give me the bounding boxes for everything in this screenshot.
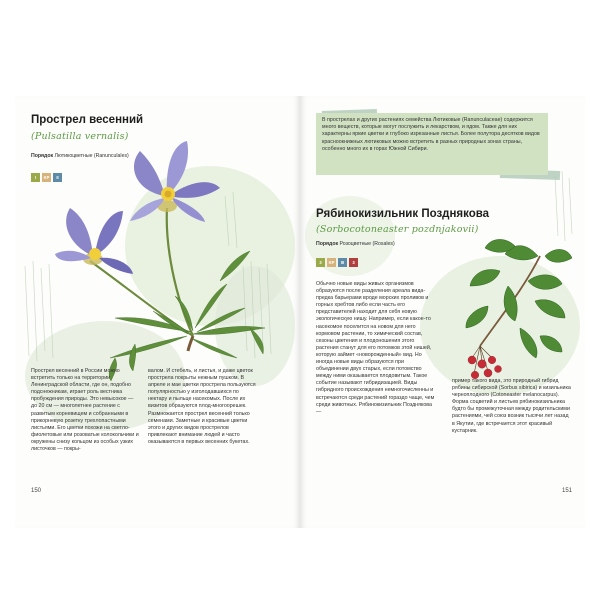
status-badge: KP xyxy=(328,260,335,265)
pasque-flower-illustration xyxy=(15,96,300,528)
status-badge: III xyxy=(338,258,347,267)
paragraph: Прострел весенний в России можно встретить только на территории Ленинградской области, где он, подобно подснежникам, играет роль вестника пробуждения природы. Это невысокое — до 20 см — многолетнее растение с развитым корневищем и собранными в прикорневую розетку трехлопастными листьями. Его цветки похожи на светло-фиолетовые или розоватые колокольчики и окружены снизу кольцом из особых узких листочков — покры- xyxy=(31,368,139,453)
info-note: В прострелах и других растениях семейства Лютиковые (Ranunculaceae) содержится много веществ, которые могут послужить и лекарством, и ядом. Также для них характерны яркие цветки и глубоко изрезанные листья. Более полутора десятков видов красноокнижных лютиковых можно встретить в разных природных зонах страны, особенно много их в горах Южной Сибири. xyxy=(316,113,548,175)
left-latin-name: (Pulsatilla vernalis) xyxy=(31,131,129,142)
status-badge: 3 xyxy=(316,258,325,267)
right-order-label: Порядок xyxy=(316,241,339,247)
right-title: Рябинокизильник Позднякова xyxy=(316,208,490,220)
paragraph: пример такого вида, это природный гибрид рябины сибирской (Sorbus sibirica) и кизильника черноплодного (Cotoneaster melanocarpus). Форма соцветий и листьев рябинокизильника будто бы промежуточная между родительскими растениями, чей союз возник тысячи лет назад в Якутии, где встречается этот красивый кустарник. xyxy=(452,378,571,434)
status-badge: KP xyxy=(43,175,50,180)
status-badge: 3 xyxy=(349,258,358,267)
left-title: Прострел весенний xyxy=(31,114,144,126)
paragraph: валом. И стебель, и листья, и даже цветок прострела покрыты нежным пушком. В апреле и мае цветки прострела пользуются популярностью у изголодавшихся по нектару и пыльце насекомых. После их визитов образуются плод-многоорешек. Размножается прострел весенний только семенами. Заметные и красивые цветки этого и других видов прострелов привлекают внимание людей и часто оказываются в первых весенних букетах. xyxy=(148,368,256,445)
right-text-column-1 xyxy=(316,281,436,416)
left-text-column-1 xyxy=(31,368,139,453)
right-latin-name: (Sorbocotoneaster pozdnjakovii) xyxy=(316,224,479,235)
left-order-value: Лютикоцветные (Ranunculales) xyxy=(54,153,129,159)
right-text-column-2 xyxy=(452,378,572,435)
right-page xyxy=(300,96,585,528)
left-text-column-2 xyxy=(148,368,256,446)
left-order-label: Порядок xyxy=(31,153,54,159)
status-badge: I xyxy=(31,173,40,182)
page-number-left: 150 xyxy=(31,488,42,494)
left-page xyxy=(15,96,300,528)
status-badge: II xyxy=(53,173,62,182)
paragraph: Обычно новые виды живых организмов образуются после разделения ареала вида-предка барьерами вроде морских проливов и горных хребтов либо если часть его представителей находит для себя новую экологическую нишу. Например, если какое-то насекомое поселится на новом для него кормовом растении, то химический состав, сезоны цветения и плодоношения этого растения станут для его потомков этой нишей, которую займет «новорожденный» вид. Но иногда новые виды образуются при объединении двух старых, если потомство между ними оказывается плодовитым. Такое событие называют гибридизацией. Виды гибридного происхождения немногочисленны и встречаются среди растений гораздо чаще, чем среди животных. Рябинокизильник Позднякова — xyxy=(316,281,435,415)
page-number-right: 151 xyxy=(562,488,573,494)
right-order-value: Розоцветные (Rosales) xyxy=(339,241,395,247)
